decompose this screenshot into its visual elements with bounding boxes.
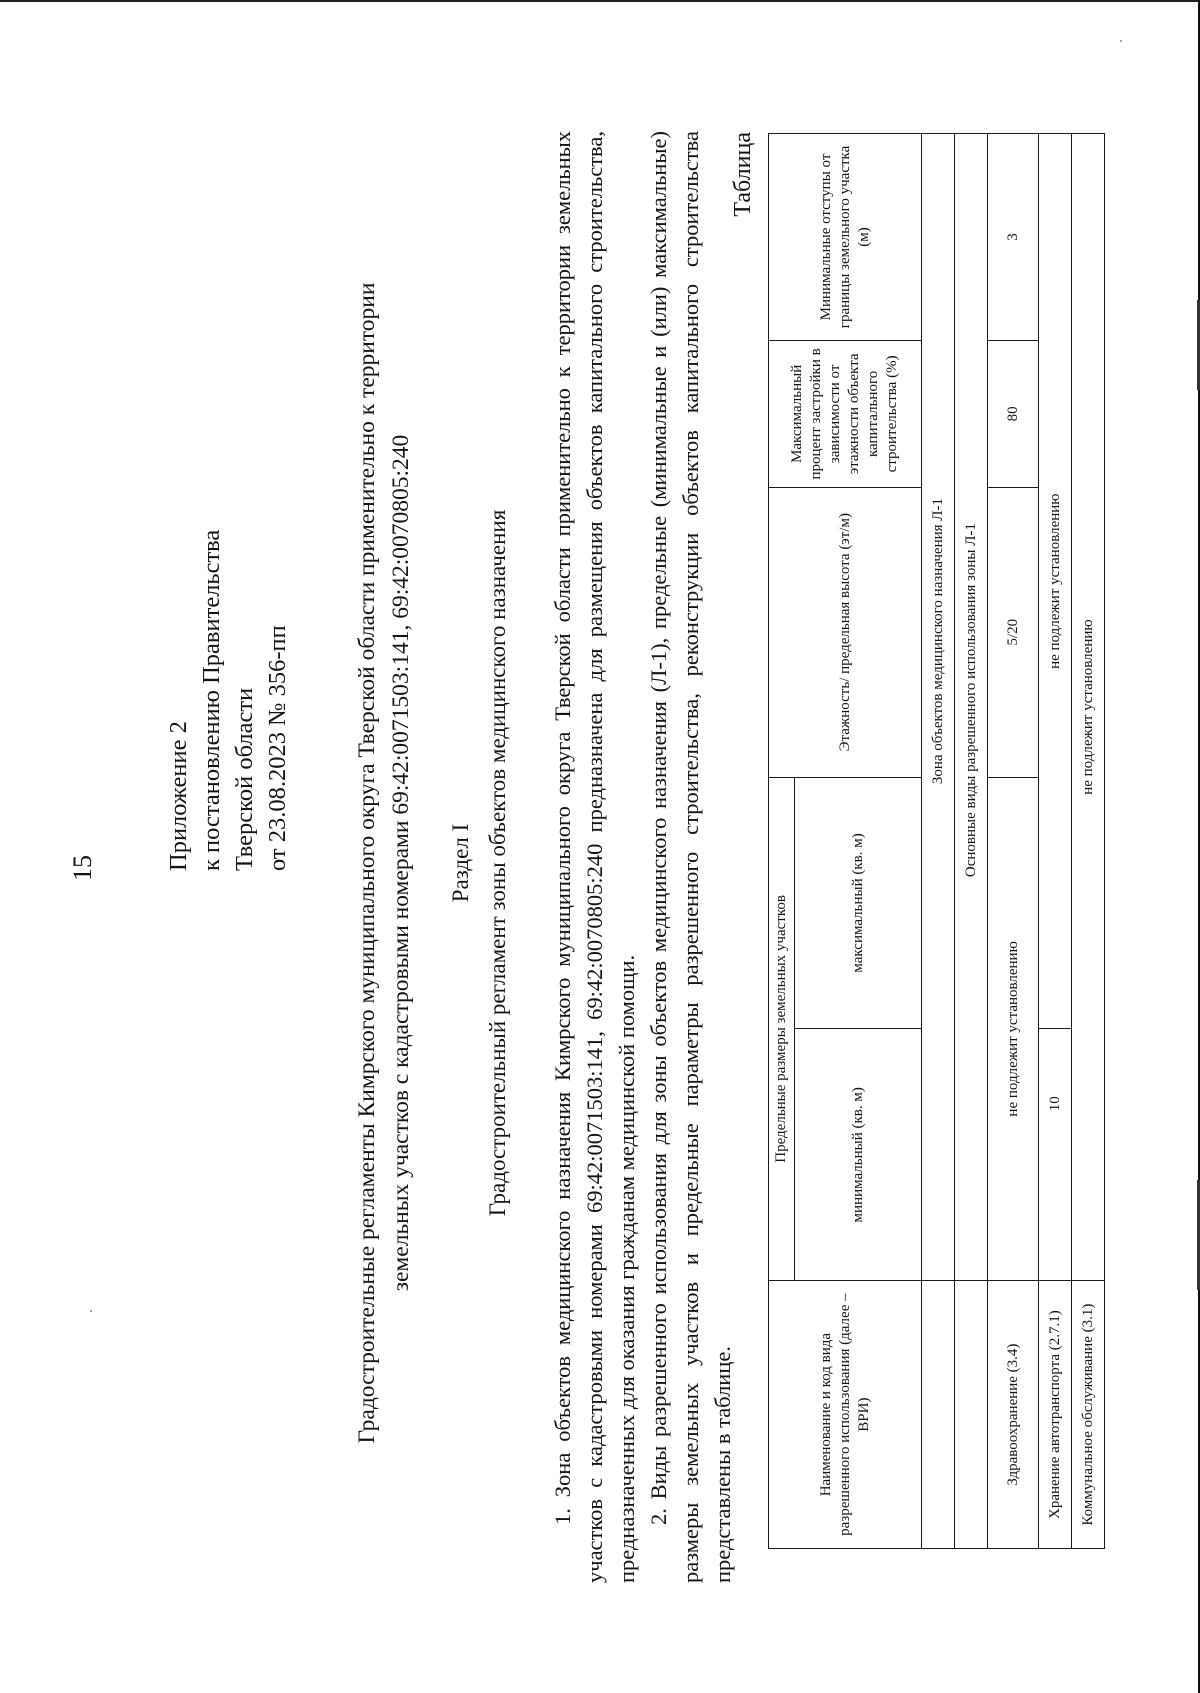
paragraph-1: 1. Зона объектов медицинского назначения Кимрского муниципального округа Тверской области применительно к территории земельных участков с кадастровыми номерами 69:42:0071503:141, 69:42:0070805:240 предназначена для размещения объектов капитального строительства, предназначенных для оказания гражданам медицинской помощи. [550,131,639,1583]
vri-name-cell: Здравоохранение (3.4) [988,1281,1039,1549]
coverage-cell: 80 [988,340,1039,487]
table-caption: Таблица [730,132,756,217]
page-number: 15 [68,855,97,881]
header-max-coverage: Максимальный процент застройки в зависимости от этажности объекта капитального строительства (%) [769,340,922,487]
appendix-line: к постановлению Правительства [198,529,225,871]
appendix-line: от 23.08.2023 № 356-пп [264,625,291,871]
paragraph-2: 2. Виды разрешенного использования для зоны объектов медицинского назначения (Л-1), предельные (минимальные и (или) максимальные) размеры земельных участков и предельные параметры разрешенного строительства, реконструкции объектов капитального строительства представлены в таблице. [646,131,735,1583]
table-row-zone [922,134,955,1549]
table-row-health [988,134,1039,1549]
plot-sizes-cell: не подлежит установлению [988,777,1039,1281]
regulation-table [768,133,1105,1549]
not-established-cell: не подлежит установлению [1072,134,1105,1281]
vri-name-cell: Хранение автотранспорта (2.7.1) [1039,1281,1072,1549]
table-cell-empty [922,1281,955,1549]
setbacks-cell: 3 [988,134,1039,341]
section-title: Градостроительный регламент зоны объектов медицинского назначения [485,509,510,1217]
table-cell-empty [955,1281,988,1549]
main-types-cell: Основные виды разрешенного использования зоны Л-1 [955,134,988,1281]
table-row-main-types [955,134,988,1549]
header-plot-sizes: Предельные размеры земельных участков [769,777,795,1281]
not-established-cell: не подлежит установлению [1039,134,1072,1029]
title-line: Градостроительные регламенты Кимрского муниципального округа Тверской области применительно к территории [354,282,380,1444]
min-size-cell: 10 [1039,1029,1072,1281]
title-line: земельных участков с кадастровыми номерами 69:42:0071503:141, 69:42:0070805:240 [388,434,414,1292]
header-min-setbacks: Минимальные отступы от границы земельного участка (м) [769,134,922,341]
appendix-block [162,530,294,871]
vri-name-cell: Коммунальное обслуживание (3.1) [1072,1281,1105,1549]
header-max-size: максимальный (кв. м) [795,777,922,1029]
zone-title-cell: Зона объектов медицинского назначения Л-1 [922,134,955,1281]
header-min-size: минимальный (кв. м) [795,1029,922,1281]
table-row-transport [1039,134,1072,1549]
section-label: Раздел I [448,823,473,903]
floors-height-cell: 5/20 [988,487,1039,777]
header-floors-height: Этажность/ предельная высота (эт/м) [769,487,922,777]
appendix-line: Приложение 2 [165,721,192,871]
appendix-line: Тверской области [231,687,258,871]
table-row-utility [1072,134,1105,1549]
document-title [350,233,418,1493]
header-vri-name: Наименование и код вида разрешенного использования (далее – ВРИ) [769,1281,922,1549]
table-header-row [769,134,795,1549]
